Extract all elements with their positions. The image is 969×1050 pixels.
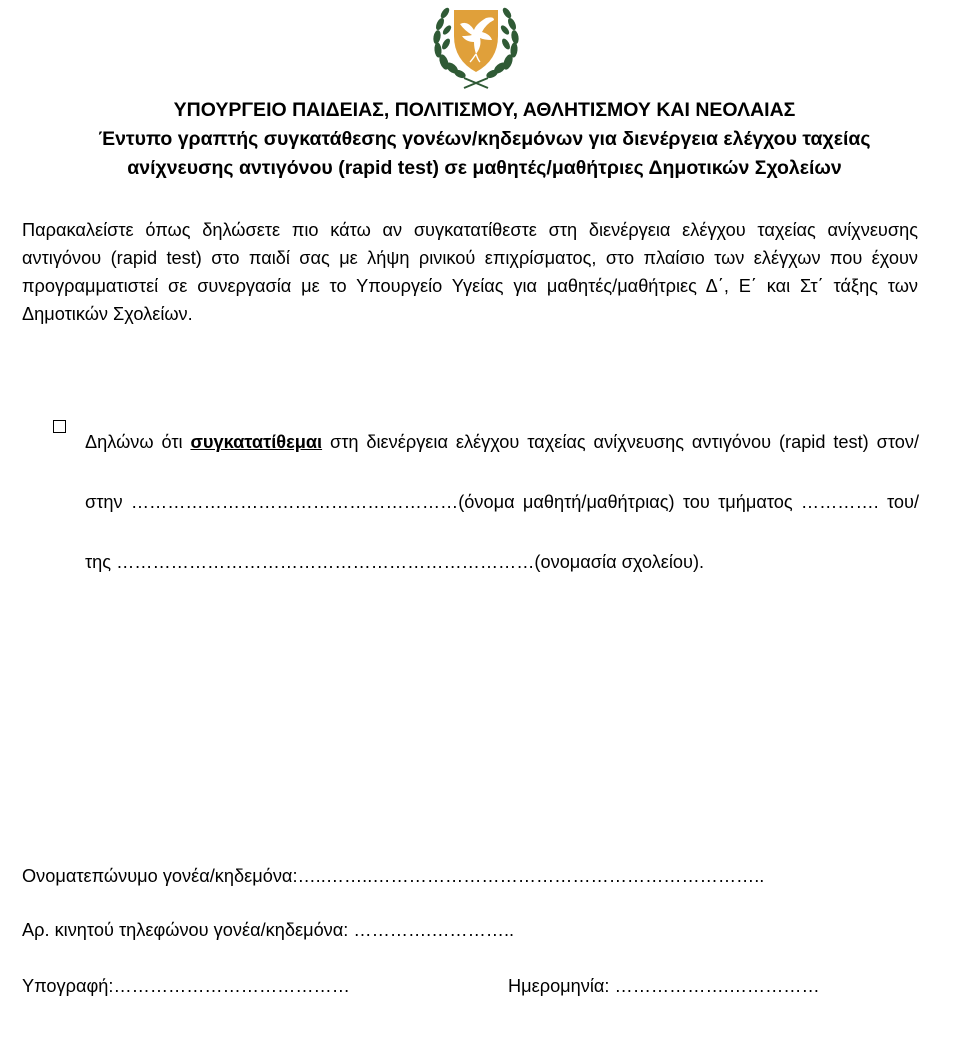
cyprus-coat-of-arms-icon [430, 2, 522, 90]
intro-paragraph: Παρακαλείστε όπως δηλώσετε πιο κάτω αν συγκατατίθεστε στη διενέργεια ελέγχου ταχείας ανίχνευσης αντιγόνου (rapid test) στο παιδί σας με λήψη ρινικού επιχρίσματος, στο πλαίσιο των ελέγχων που έχουν προγραμματιστεί σε συνεργασία με το Υπουργείο Υγείας για μαθητές/μαθήτριες Δ΄, Ε΄ και Στ΄ τάξης των Δημοτικών Σχολείων. [22, 220, 918, 324]
form-title-line-1: Έντυπο γραπτής συγκατάθεσης γονέων/κηδεμόνων για διενέργεια ελέγχου ταχείας [98, 128, 871, 150]
form-title [20, 125, 949, 183]
date-field[interactable]: Ημερομηνία: ……………….…………… [508, 976, 820, 996]
ministry-heading: ΥΠΟΥΡΓΕΙΟ ΠΑΙΔΕΙΑΣ, ΠΟΛΙΤΙΣΜΟΥ, ΑΘΛΗΤΙΣΜΟΥ ΚΑΙ ΝΕΟΛΑΙΑΣ [173, 99, 796, 121]
signature-field[interactable]: Υπογραφή:………………………………… [22, 976, 350, 996]
consent-emphasis: συγκατατίθεμαι [190, 432, 323, 452]
consent-statement [85, 412, 919, 592]
parent-name-field[interactable]: Ονοματεπώνυμο γονέα/κηδεμόνα:…..……..……………………………………………………….. [22, 866, 765, 886]
phone-field[interactable]: Αρ. κινητού τηλεφώνου γονέα/κηδεμόνα: ………….………….. [22, 920, 515, 940]
form-title-line-2: ανίχνευσης αντιγόνου (rapid test) σε μαθητές/μαθήτριες Δημοτικών Σχολείων [127, 157, 842, 179]
consent-suffix: στη διενέργεια ελέγχου ταχείας ανίχνευσης αντιγόνου (rapid test) στον/στην ………………………………………………(όνομα μαθητή/μαθήτριας) του τμήματος …………. του/της ……………………………………………………………(ονομασία σχολείου). [85, 432, 920, 572]
consent-prefix: Δηλώνω ότι [85, 432, 191, 452]
consent-checkbox[interactable] [53, 420, 66, 433]
